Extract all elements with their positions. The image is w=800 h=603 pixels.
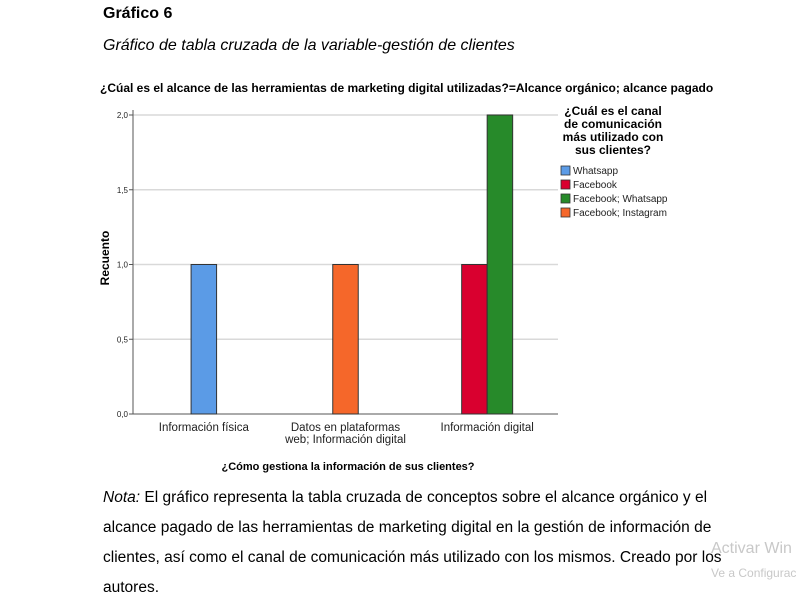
y-axis-label: Recuento (98, 230, 112, 286)
bar (191, 265, 217, 415)
y-tick-label: 1,5 (116, 185, 128, 195)
bar (487, 115, 512, 414)
legend-label: Facebook; Instagram (573, 208, 667, 219)
bar (462, 265, 488, 415)
legend-swatch (561, 194, 570, 203)
legend-label: Facebook; Whatsapp (573, 194, 668, 205)
y-tick-label: 1,0 (116, 260, 128, 270)
legend-swatch (561, 208, 570, 217)
y-tick-label: 0,5 (116, 335, 128, 345)
x-tick-label: Información física (158, 422, 249, 434)
activation-watermark-title: Activar Win (711, 540, 792, 557)
legend-swatch (561, 180, 570, 189)
legend-title: de comunicación (563, 117, 663, 131)
figure-note (103, 483, 728, 603)
x-tick-label: Datos en plataformas (290, 422, 401, 434)
legend-title: sus clientes? (574, 143, 652, 157)
x-tick-label: web; Información digital (285, 434, 406, 446)
legend-title: ¿Cuál es el canal (564, 104, 662, 118)
figure-number: Gráfico 6 (103, 5, 173, 22)
note-lead: Nota: (103, 489, 141, 506)
x-axis-label: ¿Cómo gestiona la información de sus clientes? (221, 461, 475, 473)
legend-swatch (561, 166, 570, 175)
legend-label: Whatsapp (573, 166, 619, 177)
chart-title: ¿Cúal es el alcance de las herramientas de marketing digital utilizadas?=Alcance orgánico; alcance pagado (100, 81, 714, 95)
legend-label: Facebook (573, 180, 617, 191)
bar (333, 265, 359, 415)
x-tick-label: Información digital (440, 422, 534, 434)
figure-title: Gráfico de tabla cruzada de la variable-gestión de clientes (103, 37, 515, 54)
legend-title: más utilizado con (562, 130, 664, 144)
y-tick-label: 0,0 (116, 410, 128, 419)
activation-watermark-subtitle: Ve a Configurac (711, 566, 797, 580)
y-tick-label: 2,0 (116, 111, 128, 120)
note-text: El gráfico representa la tabla cruzada de conceptos sobre el alcance orgánico y el alcance pagado de las herramientas de marketing digital en la gestión de información de clientes, así como el canal de comunicación más utilizado con los mismos. Creado por los autores. (103, 489, 722, 596)
